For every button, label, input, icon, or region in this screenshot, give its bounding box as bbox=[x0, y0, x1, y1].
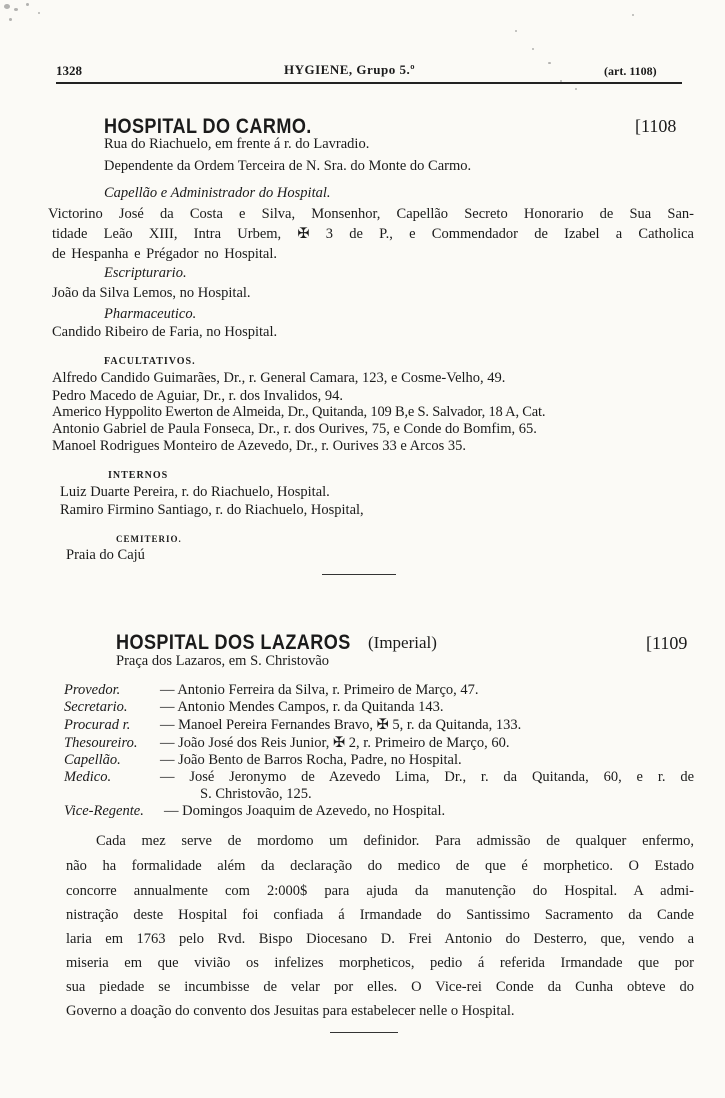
section-number-lazaros: [1109 bbox=[646, 633, 688, 653]
officer-value: — Domingos Joaquim de Azevedo, no Hospital. bbox=[164, 803, 446, 819]
officer-role: Secretario. bbox=[64, 699, 128, 715]
officer-value: — João José dos Reis Junior, ✠ 2, r. Primeiro de Março, 60. bbox=[160, 735, 510, 751]
section-title-carmo: HOSPITAL DO CARMO. bbox=[104, 115, 312, 138]
carmo-intern-1: Luiz Duarte Pereira, r. do Riachuelo, Hospital. bbox=[60, 484, 330, 500]
officer-value: — Antonio Ferreira da Silva, r. Primeiro de Março, 47. bbox=[160, 682, 479, 698]
paragraph-line: não ha formalidade além da declaração do medico de que é morphetico. O Estado bbox=[66, 858, 694, 874]
carmo-doctor-2: Pedro Macedo de Aguiar, Dr., r. dos Invalidos, 94. bbox=[52, 388, 343, 404]
carmo-pharmacist-heading: Pharmaceutico. bbox=[104, 306, 197, 322]
officer-role: Vice-Regente. bbox=[64, 803, 144, 819]
paragraph-line: nistração deste Hospital foi confiada á Irmandade do Santissimo Sacramento da Cande bbox=[66, 907, 694, 923]
carmo-pharmacist: Candido Ribeiro de Faria, no Hospital. bbox=[52, 324, 278, 340]
carmo-chaplain-heading: Capellão e Administrador do Hospital. bbox=[104, 185, 331, 201]
carmo-intern-2: Ramiro Firmino Santiago, r. do Riachuelo, Hospital, bbox=[60, 502, 364, 518]
medico-address-cont: S. Christovão, 125. bbox=[200, 786, 312, 802]
officer-value: — João Bento de Barros Rocha, Padre, no Hospital. bbox=[160, 752, 462, 768]
carmo-chaplain-line-3: de Hespanha e Prégador no Hospital. bbox=[52, 246, 278, 262]
officer-role: Provedor. bbox=[64, 682, 121, 698]
carmo-dependency: Dependente da Ordem Terceira de N. Sra. do Monte do Carmo. bbox=[104, 158, 472, 174]
carmo-chaplain-line-2: tidade Leão XIII, Intra Urbem, ✠ 3 de P., e Commendador de Izabel a Catholica bbox=[52, 226, 694, 242]
paragraph-line: laria em 1763 pelo Rvd. Bispo Diocesano D. Frei Antonio do Desterro, que, vendo a bbox=[66, 931, 694, 947]
header-rule bbox=[56, 82, 682, 84]
officer-role: Capellão. bbox=[64, 752, 121, 768]
paragraph-line: Cada mez serve de mordomo um definidor. Para admissão de qualquer enfermo, bbox=[96, 833, 694, 849]
article-ref: (art. 1108) bbox=[604, 64, 657, 78]
section-number-carmo: [1108 bbox=[635, 116, 677, 136]
carmo-chaplain-line-1: Victorino José da Costa e Silva, Monsenhor, Capellão Secreto Honorario de Sua San- bbox=[48, 206, 694, 222]
officer-role: Thesoureiro. bbox=[64, 735, 138, 751]
carmo-cemetery: Praia do Cajú bbox=[66, 547, 145, 563]
carmo-clerk: João da Silva Lemos, no Hospital. bbox=[52, 285, 251, 301]
carmo-interns-heading: INTERNOS bbox=[108, 470, 169, 481]
carmo-clerk-heading: Escripturario. bbox=[104, 265, 187, 281]
officer-role: Medico. bbox=[64, 769, 112, 785]
paragraph-line: sua piedade se incumbisse de velar por elles. O Vice-rei Conde da Cunha obteve do bbox=[66, 979, 694, 995]
page-number: 1328 bbox=[56, 63, 82, 78]
officer-role: Procurad r. bbox=[64, 717, 131, 733]
running-title: HYGIENE, Grupo 5.º bbox=[284, 62, 416, 77]
paragraph-line: concorre annualmente com 2:000$ para ajuda da manutenção do Hospital. A admi- bbox=[66, 883, 694, 899]
carmo-doctor-3: Americo Hyppolito Ewerton de Almeida, Dr., Quitanda, 109 B,e S. Salvador, 18 A, Cat. bbox=[52, 404, 546, 420]
officer-value: — José Jeronymo de Azevedo Lima, Dr., r. da Quitanda, 60, e r. de bbox=[160, 769, 694, 785]
officer-value: — Manoel Pereira Fernandes Bravo, ✠ 5, r. da Quitanda, 133. bbox=[160, 717, 522, 733]
officer-value: — Antonio Mendes Campos, r. da Quitanda 143. bbox=[160, 699, 444, 715]
carmo-address: Rua do Riachuelo, em frente á r. do Lavradio. bbox=[104, 136, 370, 152]
section-subtitle-lazaros: (Imperial) bbox=[368, 633, 437, 652]
paragraph-line: miseria em que vivião os infelizes morpheticos, pedio á referida Irmandade que por bbox=[66, 955, 694, 971]
lazaros-address: Praça dos Lazaros, em S. Christovão bbox=[116, 653, 330, 669]
carmo-doctor-1: Alfredo Candido Guimarães, Dr., r. General Camara, 123, e Cosme-Velho, 49. bbox=[52, 370, 506, 386]
section-divider-1 bbox=[322, 574, 396, 575]
carmo-doctors-heading: FACULTATIVOS. bbox=[104, 356, 196, 367]
paragraph-line: Governo a doação do convento dos Jesuitas para estabelecer nelle o Hospital. bbox=[66, 1003, 515, 1019]
section-divider-2 bbox=[330, 1032, 398, 1033]
carmo-cemetery-heading: CEMITERIO. bbox=[116, 534, 182, 544]
carmo-doctor-5: Manoel Rodrigues Monteiro de Azevedo, Dr., r. Ourives 33 e Arcos 35. bbox=[52, 438, 466, 454]
section-title-lazaros: HOSPITAL DOS LAZAROS bbox=[116, 631, 351, 654]
carmo-doctor-4: Antonio Gabriel de Paula Fonseca, Dr., r. dos Ourives, 75, e Conde do Bomfim, 65. bbox=[52, 421, 537, 437]
